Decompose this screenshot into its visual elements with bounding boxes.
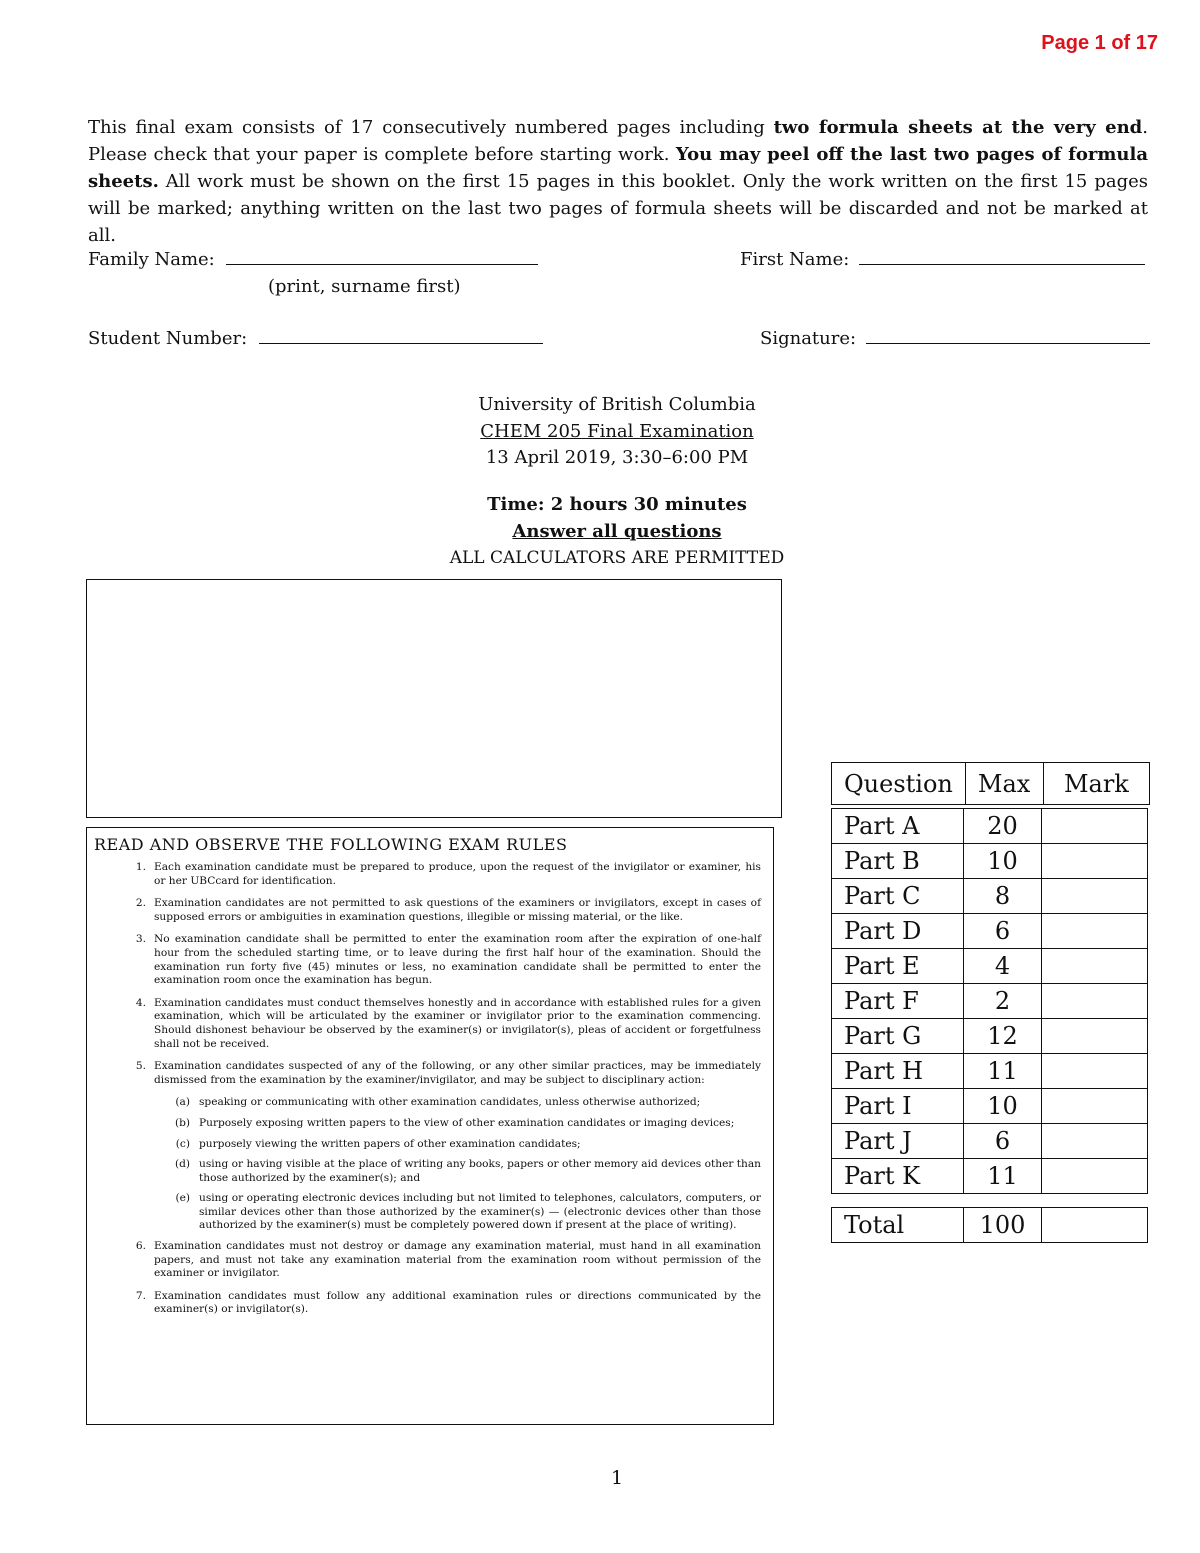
rule-text: No examination candidate shall be permitted to enter the examination room after the expiration of one-half hour from the scheduled starting time, or to leave during the first half hour of the examination. Should the examination run forty five (45) minutes or less, no examination candidate shall be permitted to enter the examination room once the examination has begun. (154, 933, 761, 987)
marks-row (832, 879, 1148, 914)
sub-rule-label: (e) (175, 1192, 190, 1205)
rule-sub-item (94, 1158, 761, 1185)
part-mark-cell[interactable] (1042, 1159, 1148, 1194)
part-max: 20 (964, 809, 1042, 844)
sub-rule-text: speaking or communicating with other examination candidates, unless otherwise authorized; (199, 1096, 701, 1109)
course-code: CHEM 205 (480, 421, 582, 442)
part-mark-cell[interactable] (1042, 914, 1148, 949)
part-mark-cell[interactable] (1042, 844, 1148, 879)
part-max: 10 (964, 844, 1042, 879)
part-max: 2 (964, 984, 1042, 1019)
exam-duration: Time: 2 hours 30 minutes (487, 494, 747, 515)
rule-text: Examination candidates must not destroy or damage any examination material, must hand in all examination papers, and must not take any examination material from the examination room without permission of the examiner or invigilator. (154, 1240, 761, 1280)
part-max: 11 (964, 1054, 1042, 1089)
sub-rule-label: (a) (175, 1096, 190, 1109)
sub-rule-label: (b) (174, 1116, 190, 1129)
rule-text: Examination candidates must follow any additional examination rules or directions communicated by the examiner(s) or invigilator(s). (154, 1289, 761, 1316)
family-name-field (88, 249, 538, 270)
part-mark-cell[interactable] (1042, 1124, 1148, 1159)
part-mark-cell[interactable] (1042, 1089, 1148, 1124)
rule-sub-item (94, 1138, 761, 1152)
sub-rule-label: (d) (174, 1158, 190, 1171)
sub-rule-text: using or operating electronic devices including but not limited to telephones, calculators, computers, or similar devices other than those authorized by the examiner(s) — (electronic devices other than those authorized by the examiner(s) must be completely powered down if present at the place of writing). (199, 1192, 761, 1232)
part-mark-cell[interactable] (1042, 809, 1148, 844)
first-name-field (740, 249, 1145, 270)
header-mark: Mark (1043, 763, 1149, 805)
rule-number: 2. (135, 897, 146, 910)
header-question: Question (832, 763, 966, 805)
part-max: 6 (964, 1124, 1042, 1159)
part-label: Part E (832, 949, 964, 984)
marks-row (832, 914, 1148, 949)
rule-number: 7. (135, 1289, 146, 1302)
university-name: University of British Columbia (478, 394, 756, 415)
part-label: Part D (832, 914, 964, 949)
rule-item (94, 997, 761, 1051)
part-label: Part K (832, 1159, 964, 1194)
blank-box (86, 579, 782, 818)
part-max: 12 (964, 1019, 1042, 1054)
calculator-notice: ALL CALCULATORS ARE PERMITTED (449, 548, 785, 568)
rule-item (94, 897, 761, 924)
rule-text: Each examination candidate must be prepared to produce, upon the request of the invigilator or examiner, his or her UBCcard for identification. (154, 861, 761, 887)
sub-rule-text: Purposely exposing written papers to the view of other examination candidates or imaging devices; (199, 1116, 735, 1129)
intro-text-1: This final exam consists of 17 consecutively numbered pages including (88, 117, 774, 138)
rules-title: READ AND OBSERVE THE FOLLOWING EXAM RULES (94, 835, 568, 854)
exam-type: Final Examination (581, 421, 754, 442)
intro-text-2: . Please check that your paper is complete before starting work. (88, 117, 1148, 165)
rule-text: Examination candidates must conduct themselves honestly and in accordance with established rules for a given examination, which will be articulated by the examiner or invigilator prior to the examination commencing. Should dishonest behaviour be observed by the examiner(s) or invigilator(s), pleas of accident or forgetfulness shall not be received. (154, 996, 761, 1050)
rule-sub-item (94, 1096, 761, 1110)
part-max: 10 (964, 1089, 1042, 1124)
marks-row (832, 809, 1148, 844)
signature-field (760, 328, 1150, 349)
rule-sub-item (94, 1192, 761, 1233)
rule-item (94, 933, 761, 987)
student-number-input-line[interactable] (259, 329, 543, 344)
part-label: Part I (832, 1089, 964, 1124)
signature-label: Signature: (760, 328, 857, 349)
family-name-input-line[interactable] (226, 250, 538, 265)
part-mark-cell[interactable] (1042, 879, 1148, 914)
part-max: 8 (964, 879, 1042, 914)
intro-text-3: All work must be shown on the first 15 pages in this booklet. Only the work written on the first 15 pages will be marked; anything written on the last two pages of formula sheets will be discarded and not be marked at all. (88, 171, 1148, 246)
exam-title (0, 421, 1200, 442)
rule-number: 3. (135, 933, 146, 946)
first-name-label: First Name: (740, 249, 850, 270)
part-label: Part A (832, 809, 964, 844)
part-label: Part H (832, 1054, 964, 1089)
marks-row (832, 984, 1148, 1019)
part-mark-cell[interactable] (1042, 1054, 1148, 1089)
rule-text: Examination candidates suspected of any of the following, or any other similar practices, may be immediately dismissed from the examination by the examiner/invigilator, and may be subject to disciplinary action: (154, 1060, 761, 1086)
exam-rules-box (86, 827, 774, 1425)
total-max: 100 (964, 1208, 1042, 1243)
exam-date: 13 April 2019, 3:30–6:00 PM (485, 447, 749, 468)
part-max: 6 (964, 914, 1042, 949)
part-label: Part F (832, 984, 964, 1019)
part-label: Part C (832, 879, 964, 914)
rule-sub-item (94, 1117, 761, 1131)
student-number-field (88, 328, 543, 349)
part-mark-cell[interactable] (1042, 1019, 1148, 1054)
total-label: Total (832, 1208, 964, 1243)
answer-instruction: Answer all questions (512, 521, 722, 542)
part-label: Part G (832, 1019, 964, 1054)
student-number-label: Student Number: (88, 328, 248, 349)
marks-table-header (831, 762, 1150, 805)
rule-item (94, 861, 761, 888)
marks-row (832, 1159, 1148, 1194)
part-label: Part J (832, 1124, 964, 1159)
rule-number: 4. (135, 996, 146, 1009)
sub-rule-text: purposely viewing the written papers of other examination candidates; (199, 1137, 581, 1150)
page-label: Page 1 of 17 (1041, 32, 1158, 54)
first-name-input-line[interactable] (859, 250, 1145, 265)
marks-row (832, 949, 1148, 984)
rule-number: 5. (135, 1060, 146, 1073)
rule-number: 6. (135, 1240, 146, 1253)
marks-row (832, 844, 1148, 879)
intro-bold-1: two formula sheets at the very end (773, 117, 1143, 138)
family-name-hint: (print, surname first) (268, 276, 461, 297)
part-label: Part B (832, 844, 964, 879)
marks-table (831, 808, 1148, 1194)
marks-row (832, 1089, 1148, 1124)
rule-number: 1. (135, 861, 146, 873)
part-max: 4 (964, 949, 1042, 984)
part-max: 11 (964, 1159, 1042, 1194)
marks-table-total (831, 1207, 1148, 1243)
part-mark-cell[interactable] (1042, 949, 1148, 984)
rule-item (94, 1290, 761, 1317)
rule-text: Examination candidates are not permitted to ask questions of the examiners or invigilators, except in cases of supposed errors or ambiguities in examination questions, illegible or missing material, or the like. (154, 897, 761, 923)
header-max: Max (965, 763, 1043, 805)
signature-input-line[interactable] (866, 329, 1150, 344)
sub-rule-label: (c) (175, 1137, 190, 1150)
family-name-label: Family Name: (88, 249, 215, 270)
rule-item (94, 1060, 761, 1087)
rule-item (94, 1240, 761, 1281)
total-mark-cell[interactable] (1042, 1208, 1148, 1243)
marks-row (832, 1019, 1148, 1054)
intro-bold-2: You may peel off the last two pages of formula sheets. (88, 144, 1148, 192)
intro-paragraph (88, 114, 1148, 249)
page-number: 1 (610, 1467, 624, 1489)
part-mark-cell[interactable] (1042, 984, 1148, 1019)
marks-row (832, 1124, 1148, 1159)
marks-row (832, 1054, 1148, 1089)
sub-rule-text: using or having visible at the place of writing any books, papers or other memory aid devices other than those authorized by the examiner(s); and (199, 1158, 761, 1184)
